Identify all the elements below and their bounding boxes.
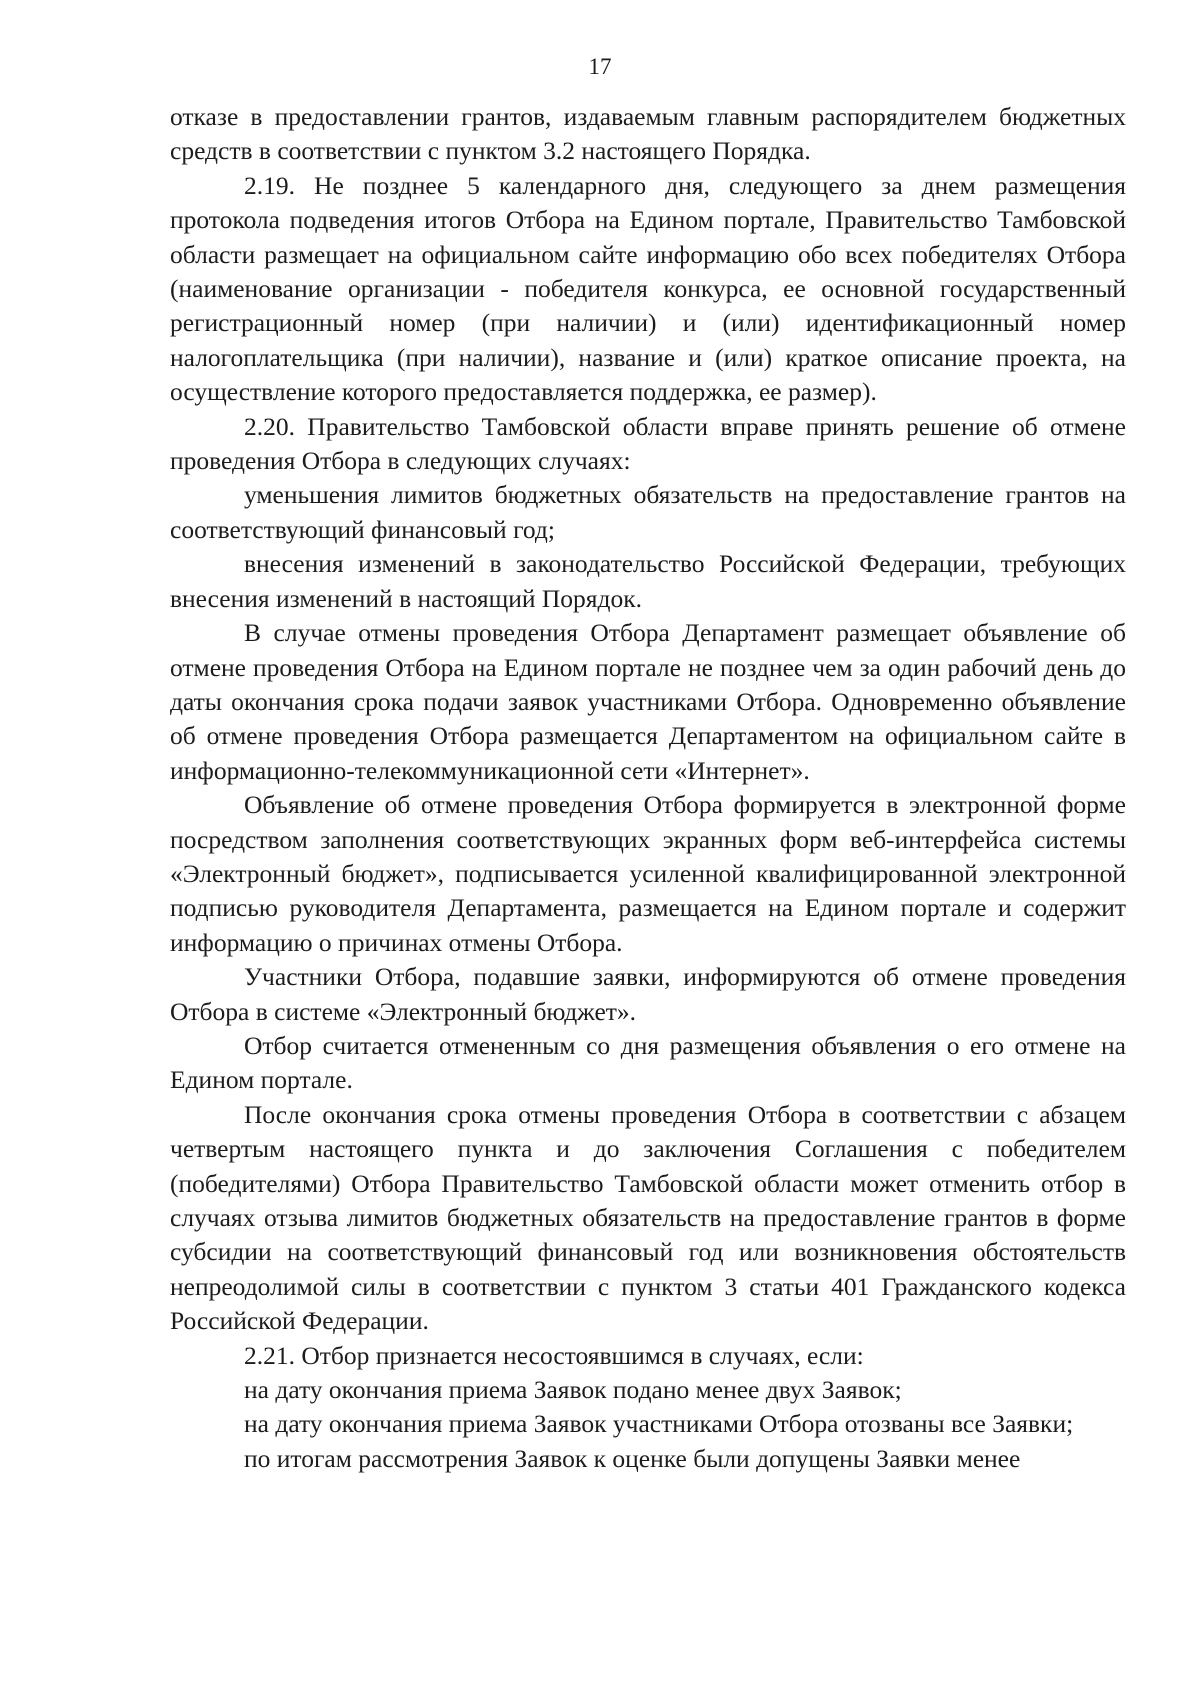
paragraph-fewer-than-two: на дату окончания приема Заявок подано менее двух Заявок;	[244, 1375, 902, 1405]
page-number: 17	[588, 54, 612, 79]
paragraph-admitted-fewer: по итогам рассмотрения Заявок к оценке были допущены Заявки менее	[244, 1443, 1021, 1473]
paragraph-participants-informed: Участники Отбора, подавшие заявки, информируются об отмене проведения Отбора в системе «Электронный бюджет».	[170, 962, 1126, 1026]
paragraph-electronic-form: Объявление об отмене проведения Отбора формируется в электронной форме посредством заполнения соответствующих экранных форм веб-интерфейса системы «Электронный бюджет», подписывается усиленной квалифицированной электронной подписью руководителя Департамента, размещается на Едином портале и содержит информацию о причинах отмены Отбора.	[170, 790, 1126, 957]
paragraph-2-19: 2.19. Не позднее 5 календарного дня, следующего за днем размещения протокола подведения итогов Отбора на Едином портале, Правительство Тамбовской области размещает на официальном сайте информацию обо всех победителях Отбора (наименование организации - победителя конкурса, ее основной государственный регистрационный номер (при наличии) и (или) идентификационный номер налогоплательщика (при наличии), название и (или) краткое описание проекта, на осуществление которого предоставляется поддержка, ее размер).	[170, 170, 1126, 407]
paragraph-cancellation-announcement: В случае отмены проведения Отбора Департамент размещает объявление об отмене проведения Отбора на Едином портале не позднее чем за один рабочий день до даты окончания срока подачи заявок участниками Отбора. Одновременно объявление об отмене проведения Отбора размещается Департаментом на официальном сайте в информационно-телекоммуникационной сети «Интернет».	[170, 618, 1126, 785]
paragraph-2-20: 2.20. Правительство Тамбовской области вправе принять решение об отмене проведения Отбора в следующих случаях:	[170, 411, 1126, 476]
document-body	[170, 100, 1126, 1476]
paragraph-cancelled-date: Отбор считается отмененным со дня размещения объявления о его отмене на Едином портале.	[170, 1030, 1126, 1095]
paragraph-case-limits: уменьшения лимитов бюджетных обязательств на предоставление грантов на соответствующий финансовый год;	[170, 480, 1126, 544]
paragraph-after-deadline: После окончания срока отмены проведения Отбора в соответствии с абзацем четвертым настоящего пункта и до заключения Соглашения с победителем (победителями) Отбора Правительство Тамбовской области может отменить отбор в случаях отзыва лимитов бюджетных обязательств на предоставление грантов в форме субсидии на соответствующий финансовый год или возникновения обстоятельств непреодолимой силы в соответствии с пунктом 3 статьи 401 Гражданского кодекса Российской Федерации.	[170, 1099, 1126, 1336]
paragraph-continuation: отказе в предоставлении грантов, издаваемым главным распорядителем бюджетных средств в соответствии с пунктом 3.2 настоящего Порядка.	[170, 102, 1126, 166]
paragraph-all-withdrawn: на дату окончания приема Заявок участниками Отбора отозваны все Заявки;	[244, 1409, 1074, 1439]
paragraph-2-21: 2.21. Отбор признается несостоявшимся в случаях, если:	[244, 1340, 864, 1370]
paragraph-case-legislation: внесения изменений в законодательство Российской Федерации, требующих внесения изменений в настоящий Порядок.	[170, 549, 1126, 613]
